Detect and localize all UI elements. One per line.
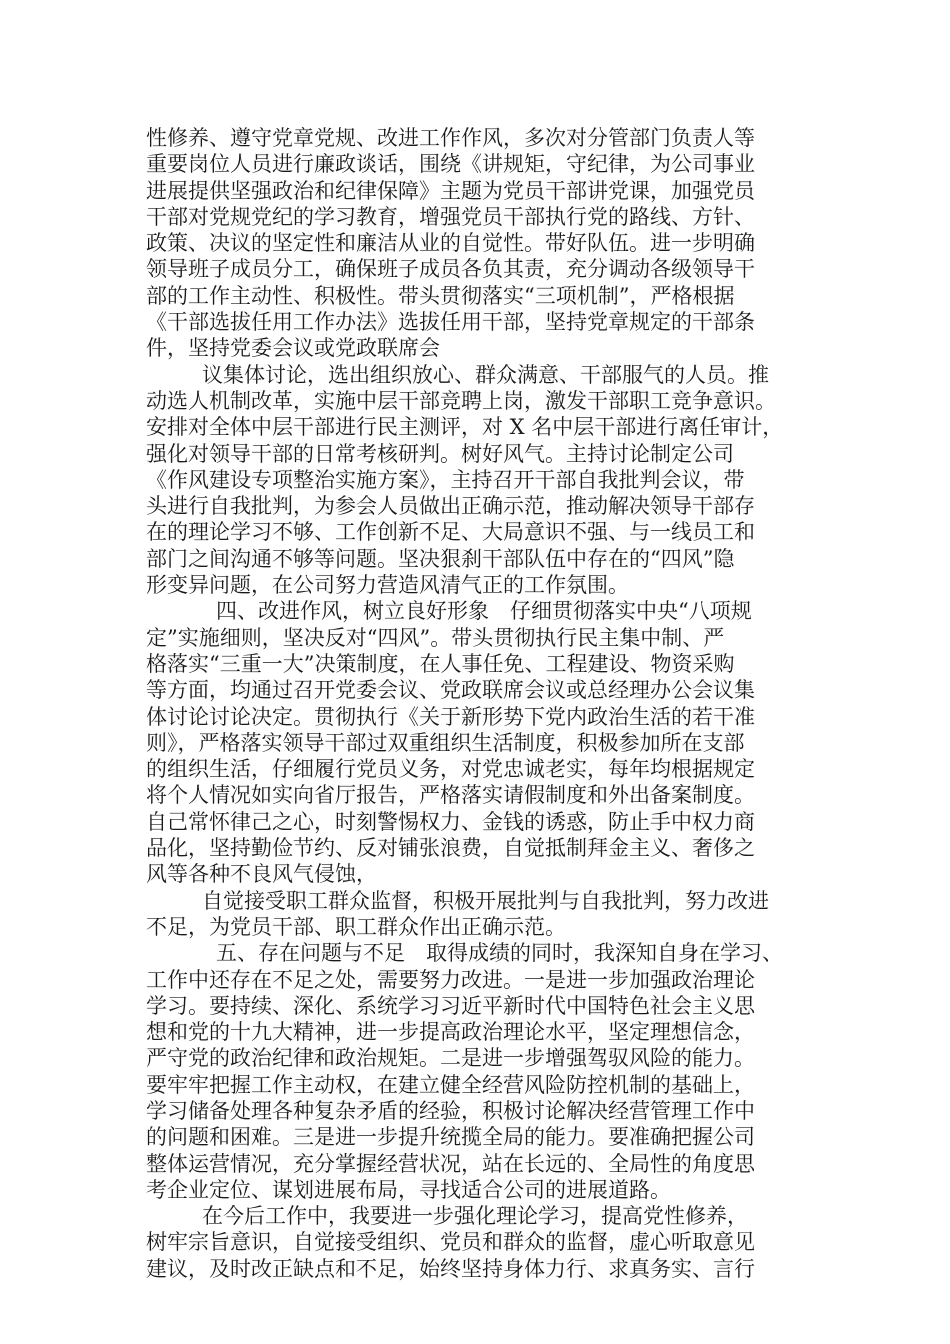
- document-body: [146, 125, 808, 1282]
- text-line: 考企业定位、谋划进展布局，寻找适合公司的进展道路。: [146, 1177, 671, 1202]
- text-line: 领导班子成员分工，确保班子成员各负其责，充分调动各级领导干: [146, 257, 755, 282]
- text-line: 形变异问题，在公司努力营造风清气正的工作氛围。: [146, 573, 629, 598]
- text-line: 部的工作主动性、积极性。带头贯彻落实“三项机制”，严格根据: [146, 283, 735, 308]
- text-line: 在的理论学习不够、工作创新不足、大局意识不强、与一线员工和: [146, 520, 755, 545]
- text-line: 件，坚持党委会议或党政联席会: [146, 336, 440, 361]
- text-line: 的问题和困难。三是进一步提升统揽全局的能力。要准确把握公司: [146, 1125, 755, 1150]
- paragraph-start-line: 在今后工作中，我要进一步强化理论学习，提高党性修养，: [202, 1204, 748, 1229]
- text-line: 树牢宗旨意识，自觉接受组织、党员和群众的监督，虚心听取意见: [146, 1230, 755, 1255]
- text-line: 的组织生活，仔细履行党员义务，对党忠诚老实，每年均根据规定: [146, 757, 755, 782]
- section-heading-line: 四、改进作风，树立良好形象 仔细贯彻落实中央“八项规: [216, 599, 752, 624]
- paragraph-start-line: 议集体讨论，选出组织放心、群众满意、干部服气的人员。推: [202, 362, 769, 387]
- text-line: 重要岗位人员进行廉政谈话，围绕《讲规矩，守纪律，为公司事业: [146, 152, 755, 177]
- text-line: 等方面，均通过召开党委会议、党政联席会议或总经理办公会议集: [146, 678, 755, 703]
- text-line: 动选人机制改革，实施中层干部竞聘上岗，激发干部职工竞争意识。: [146, 388, 776, 413]
- text-line: 不足，为党员干部、职工群众作出正确示范。: [146, 914, 566, 939]
- text-line: 安排对全体中层干部进行民主测评，对 X 名中层干部进行离任审计，: [146, 415, 784, 440]
- text-line: 干部对党规党纪的学习教育，增强党员干部执行党的路线、方针、: [146, 204, 755, 229]
- text-line: 想和党的十九大精神，进一步提高政治理论水平，坚定理想信念，: [146, 1020, 755, 1045]
- text-line: 《作风建设专项整治实施方案》，主持召开干部自我批判会议，带: [146, 467, 745, 492]
- section-heading-line: 五、存在问题与不足 取得成绩的同时，我深知自身在学习、: [216, 941, 783, 966]
- text-line: 工作中还存在不足之处，需要努力改进。一是进一步加强政治理论: [146, 967, 755, 992]
- text-line: 《干部选拔任用工作办法》选拔任用干部，坚持党章规定的干部条: [146, 310, 755, 335]
- text-line: 学习。要持续、深化、系统学习习近平新时代中国特色社会主义思: [146, 993, 755, 1018]
- text-line: 建议，及时改正缺点和不足，始终坚持身体力行、求真务实、言行: [146, 1256, 755, 1281]
- text-line: 学习储备处理各种复杂矛盾的经验，积极讨论解决经营管理工作中: [146, 1098, 755, 1123]
- text-line: 头进行自我批判，为参会人员做出正确示范，推动解决领导干部存: [146, 494, 755, 519]
- text-line: 整体运营情况，充分掌握经营状况，站在长远的、全局性的角度思: [146, 1151, 755, 1176]
- text-line: 严守党的政治纪律和政治规矩。二是进一步增强驾驭风险的能力。: [146, 1046, 755, 1071]
- text-line: 自己常怀律己之心，时刻警惕权力、金钱的诱惑，防止手中权力商: [146, 809, 755, 834]
- text-line: 政策、决议的坚定性和廉洁从业的自觉性。带好队伍。进一步明确: [146, 231, 755, 256]
- text-line: 进展提供坚强政治和纪律保障》主题为党员干部讲党课，加强党员: [146, 178, 755, 203]
- text-line: 部门之间沟通不够等问题。坚决狠刹干部队伍中存在的“四风”隐: [146, 546, 735, 571]
- text-line: 则》，严格落实领导干部过双重组织生活制度，积极参加所在支部: [146, 730, 745, 755]
- paragraph-start-line: 自觉接受职工群众监督，积极开展批判与自我批判，努力改进: [202, 888, 769, 913]
- text-line: 定”实施细则，坚决反对“四风”。带头贯彻执行民主集中制、严: [146, 625, 725, 650]
- text-line: 格落实“三重一大”决策制度，在人事任免、工程建设、物资采购: [146, 651, 735, 676]
- text-line: 体讨论讨论决定。贯彻执行《关于新形势下党内政治生活的若干准: [146, 704, 755, 729]
- text-line: 风等各种不良风气侵蚀，: [146, 862, 377, 887]
- text-line: 强化对领导干部的日常考核研判。树好风气。主持讨论制定公司: [146, 441, 734, 466]
- text-line: 将个人情况如实向省厅报告，严格落实请假制度和外出备案制度。: [146, 783, 755, 808]
- text-line: 要牢牢把握工作主动权，在建立健全经营风险防控机制的基础上，: [146, 1072, 755, 1097]
- text-line: 品化，坚持勤俭节约、反对铺张浪费，自觉抵制拜金主义、奢侈之: [146, 836, 755, 861]
- text-line: 性修养、遵守党章党规、改进工作作风，多次对分管部门负责人等: [146, 126, 755, 150]
